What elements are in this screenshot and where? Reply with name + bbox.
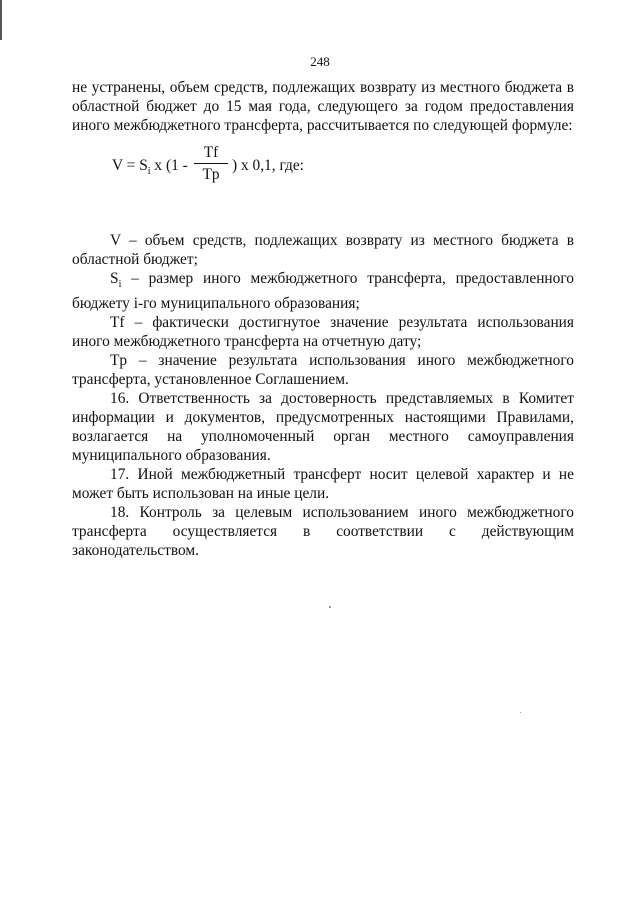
document-body — [72, 78, 574, 560]
formula-subscript: i — [147, 166, 151, 178]
scan-speck — [520, 712, 521, 713]
clause-17: 17. Иной межбюджетный трансферт носит целевой характер и не может быть использован на иные цели. — [72, 466, 574, 503]
formula-fraction — [194, 144, 228, 184]
scan-speck — [329, 606, 331, 608]
clause-16: 16. Ответственность за достоверность представляемых в Комитет информации и документов, предусмотренных настоящими Правилами, возлагается на уполномоченный орган местного самоуправления муниципального образования. — [72, 390, 574, 465]
definition-item: $S_i$ – размер иного межбюджетного трансферта, предоставленного бюджету i-го муниципального образования; — [72, 270, 574, 313]
scan-edge-mark — [0, 0, 2, 40]
fraction-bar — [194, 163, 228, 164]
intro-paragraph: не устранены, объем средств, подлежащих возврату из местного бюджета в областной бюджет до 15 мая года, следующего за годом предоставления иного межбюджетного трансферта, рассчитывается по следующей формуле: — [72, 79, 574, 134]
clause-18: 18. Контроль за целевым использованием иного межбюджетного трансферта осуществляется в соответствии с действующим законодательством. — [72, 504, 574, 560]
formula-right: ) x 0,1, где: — [232, 157, 304, 174]
definition-item: Tf – фактически достигнутое значение результата использования иного межбюджетного трансферта на отчетную дату; — [72, 314, 574, 351]
fraction-numerator: Tf — [203, 144, 219, 161]
definition-item: Tp – значение результата использования иного межбюджетного трансферта, установленное Соглашением. — [72, 352, 574, 389]
page-number: 248 — [310, 54, 330, 69]
formula — [72, 135, 574, 205]
formula-left: $V = S_i$ x (1 - — [112, 157, 188, 178]
fraction-denominator: Tp — [202, 166, 220, 183]
definition-item: V – объем средств, подлежащих возврату из местного бюджета в областной бюджет; — [72, 232, 574, 268]
